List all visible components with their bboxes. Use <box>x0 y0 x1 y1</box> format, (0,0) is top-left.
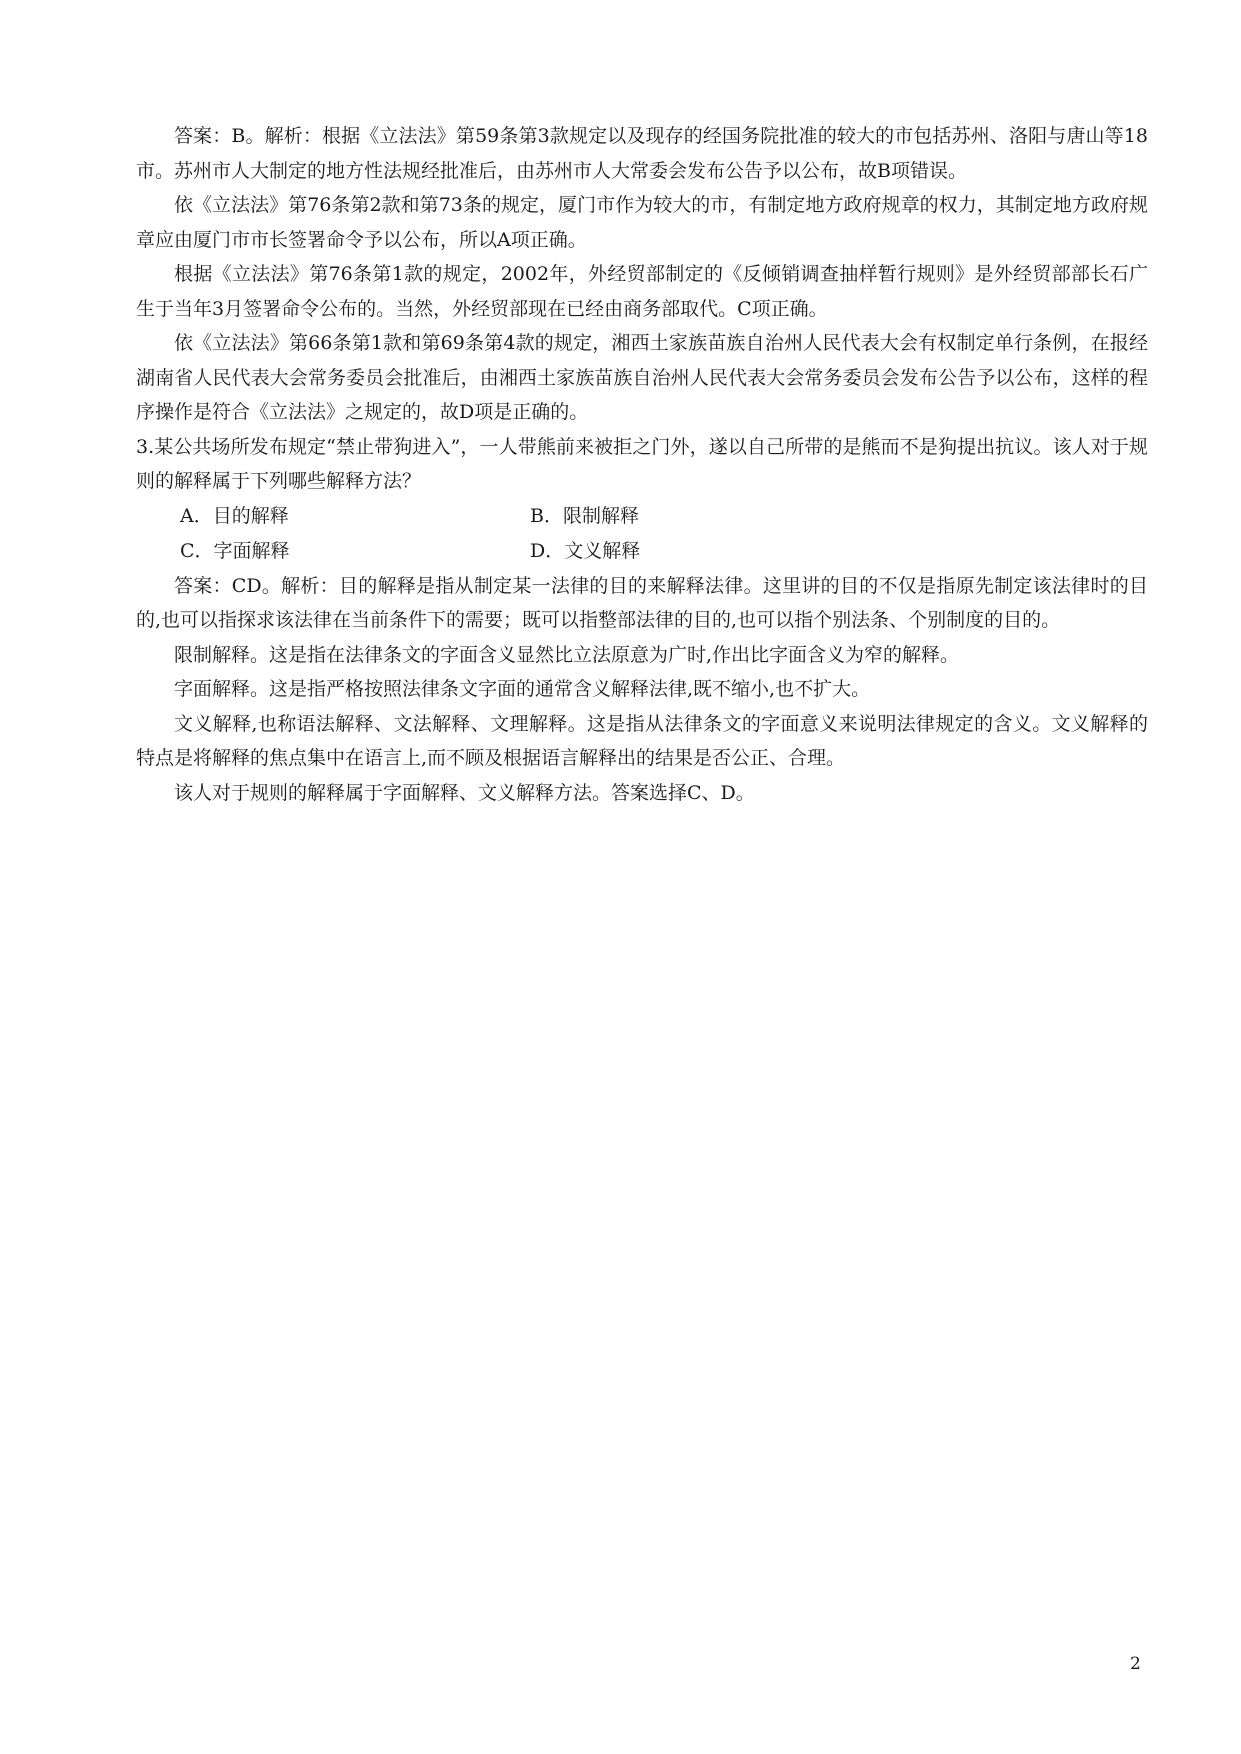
option-b: B．限制解释 <box>530 504 639 527</box>
explanation-paragraph: 依《立法法》第76条第2款和第73条的规定，厦门市作为较大的市，有制定地方政府规章的权力，其制定地方政府规章应由厦门市市长签署命令予以公布，所以A项正确。 <box>136 194 1148 251</box>
option-c: C．字面解释 <box>180 539 290 562</box>
question-text: 3.某公共场所发布规定“禁止带狗进入”，一人带熊前来被拒之门外，遂以自己所带的是熊而不是狗提出抗议。该人对于规则的解释属于下列哪些解释方法？ <box>136 435 1148 492</box>
explanation-paragraph: 根据《立法法》第76条第1款的规定，2002年，外经贸部制定的《反倾销调查抽样暂行规则》是外经贸部部长石广生于当年3月签署命令公布的。当然，外经贸部现在已经由商务部取代。C项正确。 <box>136 263 1148 320</box>
explanation-paragraph: 依《立法法》第66条第1款和第69条第4款的规定，湘西土家族苗族自治州人民代表大会有权制定单行条例，在报经湖南省人民代表大会常务委员会批准后，由湘西土家族苗族自治州人民代表大会常务委员会发布公告予以公布，这样的程序操作是符合《立法法》之规定的，故D项是正确的。 <box>136 332 1148 423</box>
answer-options <box>136 499 1148 569</box>
explanation-paragraph: 限制解释。这是指在法律条文的字面含义显然比立法原意为广时,作出比字面含义为窄的解释。 <box>174 643 960 666</box>
option-d: D．文义解释 <box>530 539 641 562</box>
answer-paragraph: 答案：B。解析：根据《立法法》第59条第3款规定以及现存的经国务院批准的较大的市包括苏州、洛阳与唐山等18市。苏州市人大制定的地方性法规经批准后，由苏州市人大常委会发布公告予以公布，故B项错误。 <box>136 125 1148 182</box>
explanation-paragraph: 字面解释。这是指严格按照法律条文字面的通常含义解释法律,既不缩小,也不扩大。 <box>174 678 871 700</box>
answer-paragraph: 答案：CD。解析：目的解释是指从制定某一法律的目的来解释法律。这里讲的目的不仅是指原先制定该法律时的目的,也可以指探求该法律在当前条件下的需要；既可以指整部法律的目的,也可以指个别法条、个别制度的目的。 <box>136 574 1148 631</box>
page-number: 2 <box>1130 1654 1141 1674</box>
explanation-paragraph: 文义解释,也称语法解释、文法解释、文理解释。这是指从法律条文的字面意义来说明法律规定的含义。文义解释的特点是将解释的焦点集中在语言上,而不顾及根据语言解释出的结果是否公正、合理。 <box>136 712 1148 769</box>
document-body <box>136 119 1148 810</box>
conclusion-paragraph: 该人对于规则的解释属于字面解释、文义解释方法。答案选择C、D。 <box>174 781 755 804</box>
option-a: A．目的解释 <box>180 504 289 527</box>
